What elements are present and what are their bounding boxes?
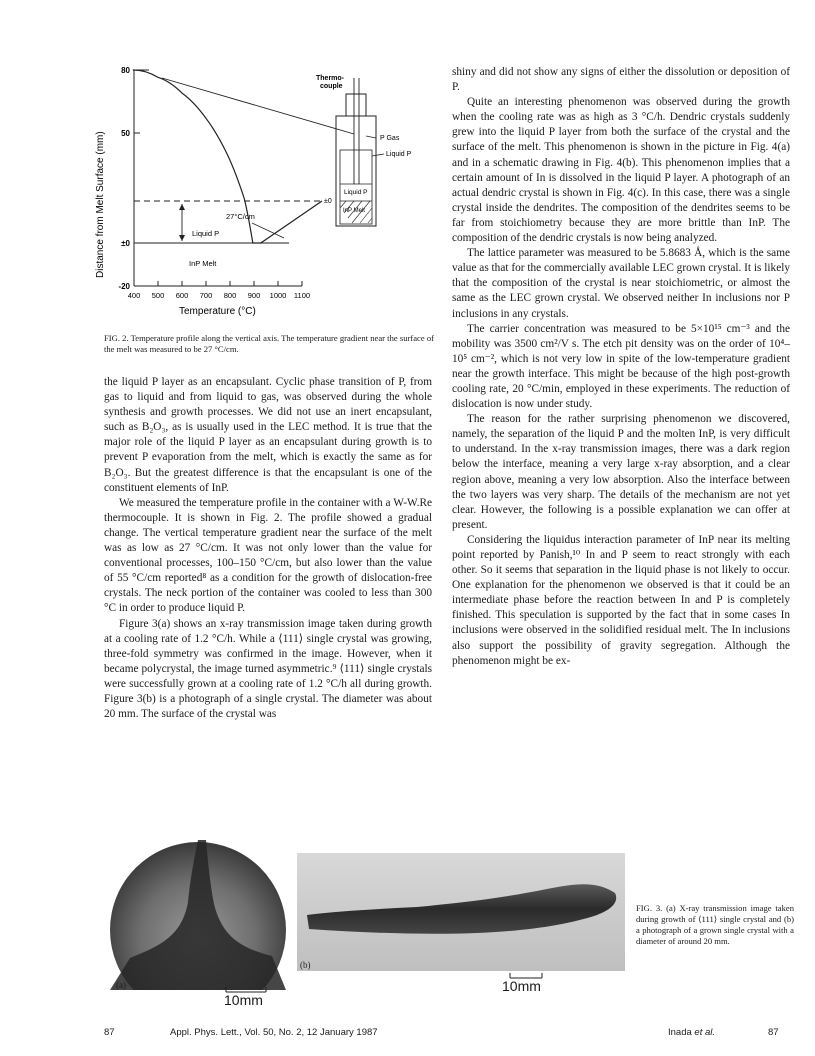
right-para-0: shiny and did not show any signs of either the dissolution or deposition of P. <box>452 66 790 94</box>
fig2-annot-liquidp-box: Liquid P <box>344 189 368 196</box>
fig3a-label: (a) <box>116 980 126 990</box>
fig2-annot-liquidp-left: Liquid P <box>192 229 220 238</box>
fig2-annot-gradient: 27°C/cm <box>226 212 255 221</box>
fig2-annot-thermocouple-1: Thermo- <box>316 75 344 82</box>
fig2-arrow-head-down <box>179 235 185 241</box>
footer-page-right: 87 <box>768 1027 779 1038</box>
fig3a-xray-graphic <box>110 840 286 990</box>
right-para-2: The lattice parameter was measured to be 5.8683 Å, which is the same value as that for the commercially available LEC grown crystal. It is likely that the composition of the crystal is near stoichiometric, or almost the same as the LEC grown crystal. We observed neither In inclusions nor P inclusions in any crystals. <box>452 247 790 320</box>
fig2-xtick-label: 800 <box>223 291 237 300</box>
fig2-ytick-label: 80 <box>121 66 130 75</box>
footer-page-left: 87 <box>104 1027 115 1038</box>
fig2-ytick-label: 50 <box>121 129 130 138</box>
right-para-1: Quite an interesting phenomenon was observed during the growth when the cooling rate was as high as 3 °C/h. Dendric crystals suddenly grew into the liquid P layer from both the surface of the crystal and the surface of the melt. This phenomenon is shown in the picture in Fig. 4(a) and in a schematic drawing in Fig. 4(b). This phenomenon implies that a certain amount of In is dissolved in the liquid P layer. A photograph of an actual dendric crystal is shown in Fig. 4(c). In this case, there was a single crystal inside the dendrites. The composition of the dendrites seems to be far from stoichiometry because they are more brittle than InP. The composition of the dendric crystals is now being analyzed. <box>452 96 790 245</box>
fig3b-crystal-photo <box>297 853 625 971</box>
fig3a-xray-image <box>110 840 286 990</box>
fig2-annot-liquidp-right: Liquid P <box>386 151 412 158</box>
fig2-liquidp-leader <box>372 154 384 156</box>
fig3b-crystal-graphic <box>297 853 625 971</box>
fig2-annot-inpmelt-box: InP Melt <box>343 208 365 214</box>
fig2-ytick-label: -20 <box>118 282 130 291</box>
fig2-arrow-head-up <box>179 204 185 210</box>
fig2-xtick-label: 1000 <box>269 291 287 300</box>
fig2-annot-zero-box: ±0 <box>324 198 332 205</box>
footer-authors-name: Inada <box>668 1027 695 1038</box>
fig2-temperature-profile-chart <box>84 58 444 323</box>
fig3a-scale-label: 10mm <box>224 992 263 1008</box>
fig3b-scale-label: 10mm <box>502 978 541 994</box>
fig2-annot-inpmelt-left: InP Melt <box>189 259 217 268</box>
fig2-xtick-label: 1100 <box>293 291 311 300</box>
right-para-4: The reason for the rather surprising phenomenon we discovered, namely, the separation of the liquid P and the molten InP, is very difficult to understand. In the x-ray transmission images, there was a dark region below the interface, meaning a very large x-ray absorption, and a clear region above, meaning a very low absorption. Also the interface between the two layers was very sharp. The details of the mechanism are not yet clear. However, the following is a possible explanation we can offer at present. <box>452 413 790 531</box>
fig2-xlabel: Temperature (°C) <box>179 306 256 317</box>
fig2-xtick-label: 900 <box>247 291 261 300</box>
fig2-caption: FIG. 2. Temperature profile along the vertical axis. The temperature gradient near the surface of the melt was measured to be 27 °C/cm. <box>104 333 434 354</box>
right-para-5: Considering the liquidus interaction parameter of InP near its melting point reported by Panish,¹⁰ In and P seem to react strongly with each other. So it seems that separation in the liquid phase is not likely to occur. One explanation for the phenomenon we observed is that it could be an intermediate phase before the reaction between In and P is completely finished. This speculation is supported by the fact that in some cases In inclusions were observed in the solidified residual melt. The In inclusions also support the possibility of gravity segregation. Although the phenomenon might be ex- <box>452 533 790 667</box>
right-column <box>452 65 790 669</box>
left-column <box>104 375 432 722</box>
footer-journal: Appl. Phys. Lett., Vol. 50, No. 2, 12 January 1987 <box>170 1027 378 1038</box>
fig2-annot-thermocouple-2: couple <box>320 83 343 90</box>
fig2-container-neck <box>346 94 366 116</box>
footer-authors <box>668 1027 715 1038</box>
fig2-annot-pgas: P Gas <box>380 135 400 142</box>
left-para-2: We measured the temperature profile in the container with a W-W.Re thermocouple. It is shown in Fig. 2. The profile showed a gradual change. The vertical temperature gradient near the surface of the melt was as low as 27 °C/cm. It was not only lower than the value for conventional processes, 100–150 °C/cm, but also lower than the value of 55 °C/cm reported⁸ as a condition for the growth of dislocation-free crystals. The neck portion of the container was cooled to less than 300 °C in order to produce liquid P. <box>104 496 432 615</box>
left-para-3: Figure 3(a) shows an x-ray transmission image taken during growth at a cooling rate of 1.2 °C/h. While a ⟨111⟩ single crystal was growing, three-fold symmetry was confirmed in the image. However, when it became polycrystal, the image turned asymmetric.⁹ ⟨111⟩ single crystals were successfully grown at a cooling rate of 1.2 °C/h all during growth. Figure 3(b) is a photograph of a single crystal. The diameter was about 20 mm. The surface of the crystal was <box>104 617 432 721</box>
fig3b-label: (b) <box>300 960 311 970</box>
fig3-caption: FIG. 3. (a) X-ray transmission image taken during growth of ⟨111⟩ single crystal and (b) a photograph of a grown single crystal with a diameter of around 20 mm. <box>636 903 794 946</box>
left-para-1: the liquid P layer as an encapsulant. Cyclic phase transition of P, from gas to liquid and from liquid to gas, was observed during the whole synthesis and growth processes. We did not use an inert encapsulant, such as B₂O₃, as is usually used in the LEC method. It is true that the major role of the liquid P layer as an encapsulant during growth is to prevent P evaporation from the melt, which is exactly the same as for B₂O₃. But the greatest difference is that the encapsulant is one of the constituent elements of InP. <box>104 376 432 494</box>
right-para-3: The carrier concentration was measured to be 5×10¹⁵ cm⁻³ and the mobility was 3500 cm²/V s. The etch pit density was on the order of 10⁴–10⁵ cm⁻², which is not very low in spite of the low-temperature gradient near the growth interface. This might be because of the high post-growth cooling rate, 20 °C/min, employed in these experiments. The reduction of dislocation is now under study. <box>452 322 790 411</box>
fig2-xtick-label: 600 <box>175 291 189 300</box>
fig2-xtick-label: 500 <box>151 291 165 300</box>
fig2-pgas-leader <box>366 136 376 138</box>
fig2-ytick-label: ±0 <box>121 239 130 248</box>
fig2-xtick-label: 400 <box>127 291 141 300</box>
fig2-xtick-label: 700 <box>199 291 213 300</box>
fig2-ylabel: Distance from Melt Surface (mm) <box>95 131 106 278</box>
footer-authors-etal: et al. <box>694 1027 716 1038</box>
